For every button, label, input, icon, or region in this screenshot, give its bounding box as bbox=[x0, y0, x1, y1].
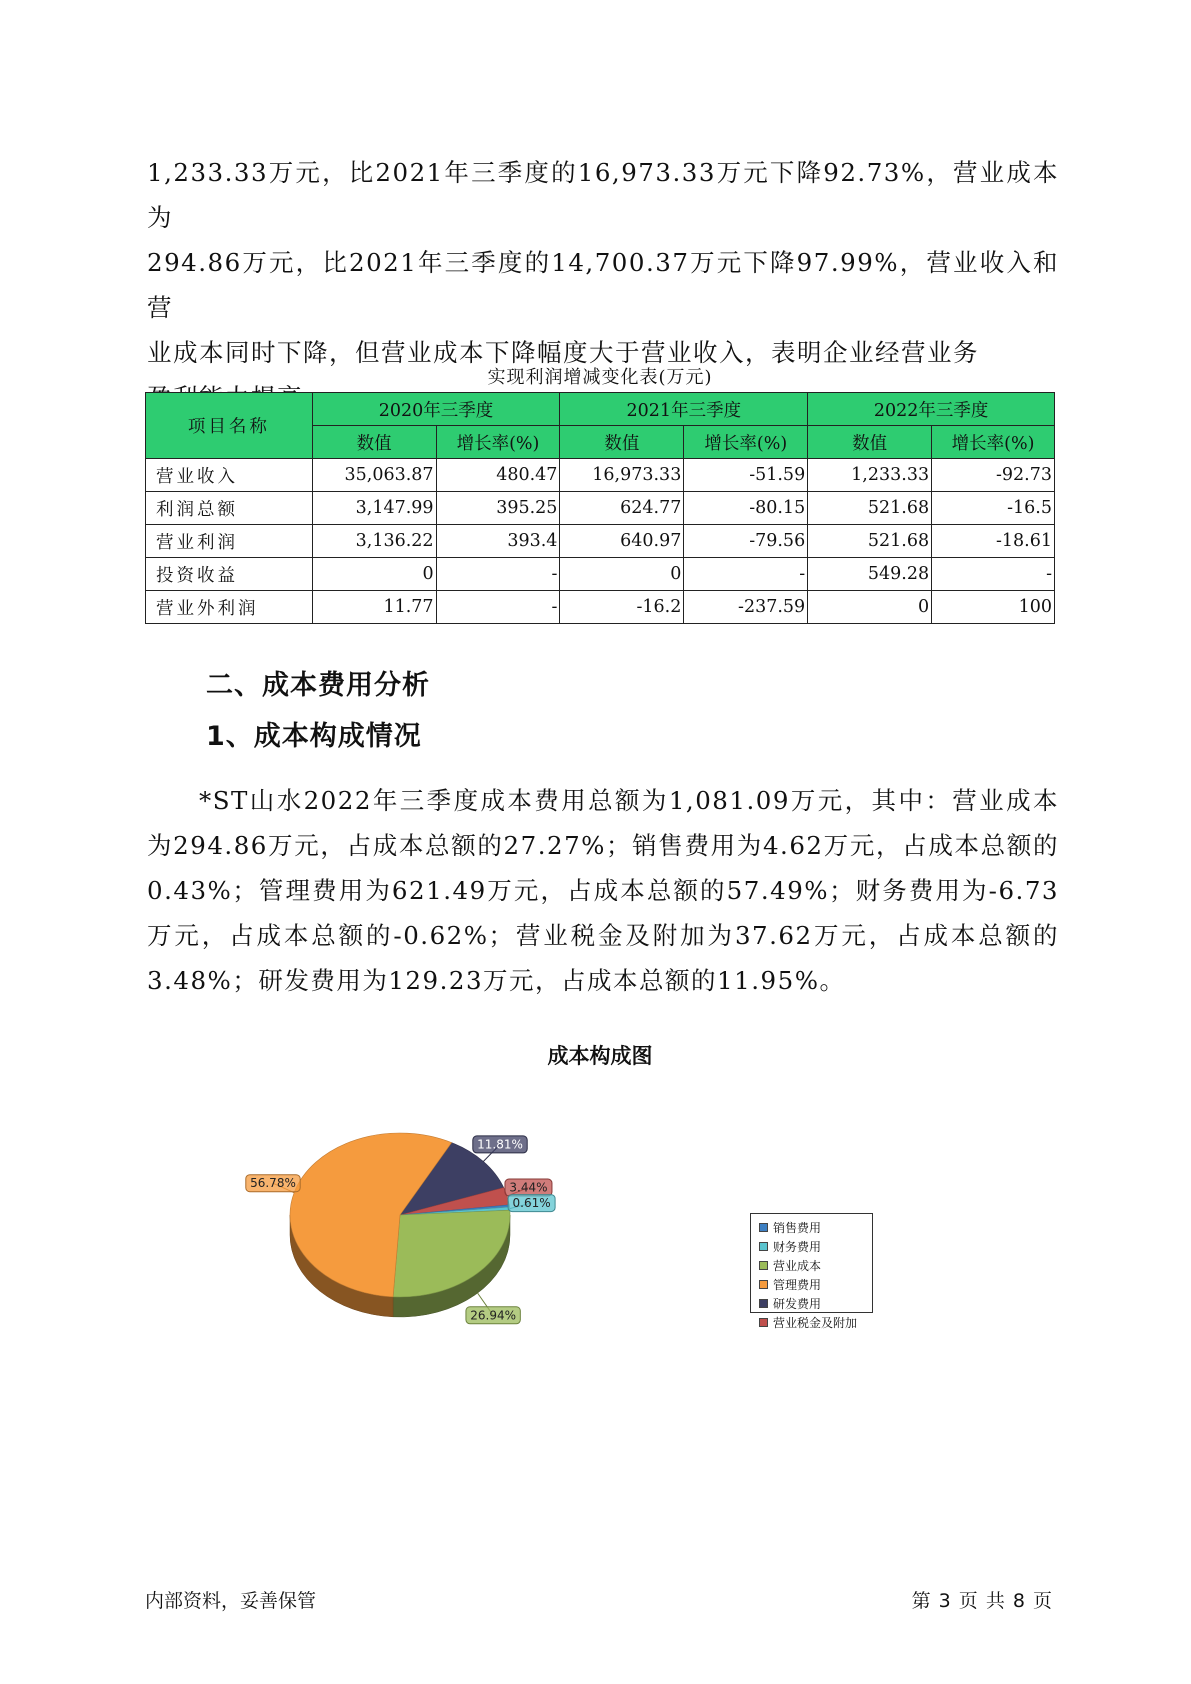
cell-value: 549.28 bbox=[808, 558, 932, 591]
subheader-rate: 增长率(%) bbox=[932, 426, 1055, 459]
subheader-value: 数值 bbox=[312, 426, 436, 459]
cell-value: 521.68 bbox=[808, 525, 932, 558]
paragraph-line: 1,233.33万元，比2021年三季度的16,973.33万元下降92.73%，营业成本为 bbox=[147, 158, 1059, 232]
legend-label: 营业税金及附加 bbox=[773, 1316, 858, 1330]
subheader-value: 数值 bbox=[560, 426, 684, 459]
cell-rate: -237.59 bbox=[684, 591, 808, 624]
header-period-2020: 2020年三季度 bbox=[312, 393, 560, 426]
subheader-rate: 增长率(%) bbox=[436, 426, 560, 459]
row-name: 利润总额 bbox=[146, 492, 313, 525]
legend-item bbox=[759, 1294, 872, 1313]
pie-data-label: 0.61% bbox=[512, 1196, 551, 1211]
cell-value: 0 bbox=[808, 591, 932, 624]
pie-slice bbox=[393, 1210, 510, 1297]
profit-change-table bbox=[145, 392, 1055, 624]
pie-data-label: 56.78% bbox=[250, 1176, 296, 1191]
cell-value: 11.77 bbox=[312, 591, 436, 624]
table-row bbox=[146, 459, 1055, 492]
legend-swatch bbox=[759, 1318, 768, 1327]
paragraph-line: 294.86万元，比2021年三季度的14,700.37万元下降97.99%，营业收入和营 bbox=[147, 248, 1059, 322]
footer-confidential: 内部资料，妥善保管 bbox=[145, 1590, 317, 1612]
pie-data-label: 11.81% bbox=[477, 1137, 523, 1152]
table-header-row bbox=[146, 393, 1055, 426]
cell-rate: 395.25 bbox=[436, 492, 560, 525]
table-row bbox=[146, 591, 1055, 624]
header-period-2022: 2022年三季度 bbox=[808, 393, 1055, 426]
subheader-value: 数值 bbox=[808, 426, 932, 459]
cell-value: 640.97 bbox=[560, 525, 684, 558]
paragraph-line: 3.48%；研发费用为129.23万元，占成本总额的11.95%。 bbox=[147, 966, 846, 995]
legend-swatch bbox=[759, 1280, 768, 1289]
table-title: 实现利润增减变化表(万元) bbox=[487, 367, 713, 388]
header-item-name: 项目名称 bbox=[146, 393, 313, 459]
legend-label: 研发费用 bbox=[773, 1297, 822, 1311]
legend-item bbox=[759, 1237, 872, 1256]
legend-item bbox=[759, 1256, 872, 1275]
paragraph-line: 万元，占成本总额的-0.62%；营业税金及附加为37.62万元，占成本总额的 bbox=[147, 921, 1059, 950]
cost-pie-chart bbox=[230, 1090, 580, 1370]
cell-value: 3,136.22 bbox=[312, 525, 436, 558]
chart-title: 成本构成图 bbox=[547, 1044, 653, 1068]
cell-rate: -18.61 bbox=[932, 525, 1055, 558]
chart-legend bbox=[750, 1213, 873, 1330]
cell-value: 1,233.33 bbox=[808, 459, 932, 492]
table-row bbox=[146, 525, 1055, 558]
section-heading: 二、成本费用分析 bbox=[206, 670, 430, 701]
cell-value: 521.68 bbox=[808, 492, 932, 525]
legend-label: 管理费用 bbox=[773, 1278, 822, 1292]
cell-rate: 480.47 bbox=[436, 459, 560, 492]
legend-label: 销售费用 bbox=[773, 1221, 822, 1235]
cell-value: 16,973.33 bbox=[560, 459, 684, 492]
paragraph-line: 为294.86万元，占成本总额的27.27%；销售费用为4.62万元，占成本总额 bbox=[147, 831, 1033, 860]
table-row bbox=[146, 558, 1055, 591]
row-name: 营业收入 bbox=[146, 459, 313, 492]
legend-item bbox=[759, 1218, 872, 1237]
legend-swatch bbox=[759, 1223, 768, 1232]
legend-label: 营业成本 bbox=[773, 1259, 822, 1273]
cell-value: -16.2 bbox=[560, 591, 684, 624]
cell-rate: -16.5 bbox=[932, 492, 1055, 525]
header-period-2021: 2021年三季度 bbox=[560, 393, 808, 426]
cell-rate: 100 bbox=[932, 591, 1055, 624]
pie-data-label: 3.44% bbox=[509, 1180, 548, 1195]
table-row bbox=[146, 492, 1055, 525]
cell-rate: -92.73 bbox=[932, 459, 1055, 492]
paragraph-line: *ST山水2022年三季度成本费用总额为1,081.09万元，其中：营业成本 bbox=[199, 786, 1059, 815]
cell-rate: -80.15 bbox=[684, 492, 808, 525]
paragraph-line: 的0.43%；管理费用为621.49万元，占成本总额的57.49%；财务费用为-6.73 bbox=[147, 831, 1059, 905]
cell-rate: - bbox=[436, 591, 560, 624]
cell-value: 35,063.87 bbox=[312, 459, 436, 492]
legend-item bbox=[759, 1275, 872, 1294]
row-name: 营业利润 bbox=[146, 525, 313, 558]
legend-label: 财务费用 bbox=[773, 1240, 822, 1254]
cell-rate: 393.4 bbox=[436, 525, 560, 558]
legend-swatch bbox=[759, 1261, 768, 1270]
subsection-heading: 1、成本构成情况 bbox=[206, 721, 422, 752]
cell-value: 624.77 bbox=[560, 492, 684, 525]
cell-rate: - bbox=[684, 558, 808, 591]
paragraph-line: 业成本同时下降，但营业成本下降幅度大于营业收入，表明企业经营业务 bbox=[147, 338, 979, 367]
row-name: 投资收益 bbox=[146, 558, 313, 591]
legend-item bbox=[759, 1313, 872, 1332]
cell-value: 3,147.99 bbox=[312, 492, 436, 525]
pie-data-label: 26.94% bbox=[470, 1308, 517, 1323]
row-name: 营业外利润 bbox=[146, 591, 313, 624]
subheader-rate: 增长率(%) bbox=[684, 426, 808, 459]
cell-value: 0 bbox=[312, 558, 436, 591]
legend-swatch bbox=[759, 1299, 768, 1308]
cell-rate: -79.56 bbox=[684, 525, 808, 558]
legend-swatch bbox=[759, 1242, 768, 1251]
cell-value: 0 bbox=[560, 558, 684, 591]
cell-rate: - bbox=[932, 558, 1055, 591]
cost-paragraph bbox=[147, 778, 1059, 1003]
cell-rate: -51.59 bbox=[684, 459, 808, 492]
page-number: 第 3 页 共 8 页 bbox=[911, 1590, 1053, 1612]
cell-rate: - bbox=[436, 558, 560, 591]
